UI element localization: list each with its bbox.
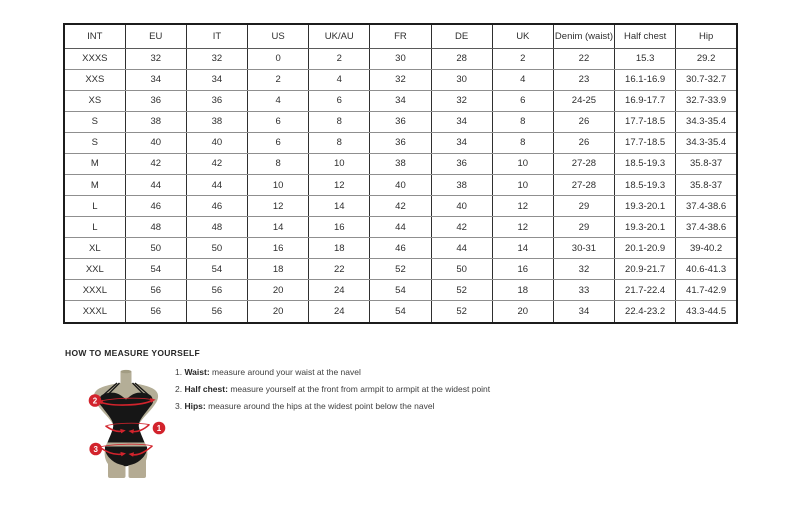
table-cell: 34.3-35.4: [676, 132, 737, 153]
table-cell: 56: [186, 301, 247, 323]
table-cell: 18.5-19.3: [615, 174, 676, 195]
table-cell: 36: [370, 111, 431, 132]
table-cell: 8: [309, 111, 370, 132]
table-cell: 0: [248, 48, 309, 69]
column-header: Denim (waist): [553, 24, 614, 48]
table-cell: 2: [248, 69, 309, 90]
table-cell: 44: [125, 174, 186, 195]
mannequin-figure: [86, 368, 166, 482]
table-cell: XL: [64, 238, 125, 259]
table-row: [64, 238, 737, 259]
table-cell: 42: [125, 153, 186, 174]
table-cell: 14: [309, 196, 370, 217]
table-cell: 56: [125, 280, 186, 301]
table-cell: 15.3: [615, 48, 676, 69]
table-cell: 2: [492, 48, 553, 69]
table-cell: 37.4-38.6: [676, 196, 737, 217]
table-cell: 24-25: [553, 90, 614, 111]
table-cell: 22.4-23.2: [615, 301, 676, 323]
table-cell: 20: [248, 301, 309, 323]
table-cell: 19.3-20.1: [615, 217, 676, 238]
table-cell: 4: [492, 69, 553, 90]
table-cell: 48: [186, 217, 247, 238]
column-header: US: [248, 24, 309, 48]
table-cell: 40.6-41.3: [676, 259, 737, 280]
table-row: [64, 217, 737, 238]
table-cell: 32: [125, 48, 186, 69]
table-cell: 18: [492, 280, 553, 301]
table-cell: 36: [125, 90, 186, 111]
table-cell: XXXS: [64, 48, 125, 69]
table-cell: 20.9-21.7: [615, 259, 676, 280]
measure-section-title: HOW TO MEASURE YOURSELF: [65, 348, 201, 358]
table-cell: 20: [492, 301, 553, 323]
table-head: [64, 24, 737, 48]
table-cell: 54: [370, 280, 431, 301]
table-cell: 36: [431, 153, 492, 174]
table-cell: 56: [125, 301, 186, 323]
table-cell: 20: [248, 280, 309, 301]
table-cell: 2: [309, 48, 370, 69]
table-cell: 52: [431, 280, 492, 301]
table-cell: 18.5-19.3: [615, 153, 676, 174]
table-cell: 46: [186, 196, 247, 217]
table-cell: 50: [431, 259, 492, 280]
marker-2-number: 2: [92, 396, 98, 406]
table-cell: 8: [492, 111, 553, 132]
marker-3-number: 3: [93, 444, 98, 454]
table-cell: 24: [309, 301, 370, 323]
table-cell: 30.7-32.7: [676, 69, 737, 90]
table-cell: 16.1-16.9: [615, 69, 676, 90]
table-cell: 35.8-37: [676, 153, 737, 174]
column-header: IT: [186, 24, 247, 48]
table-cell: 10: [492, 153, 553, 174]
table-cell: 44: [370, 217, 431, 238]
table-row: [64, 90, 737, 111]
table-cell: 40: [125, 132, 186, 153]
table-cell: 18: [248, 259, 309, 280]
table-cell: 44: [186, 174, 247, 195]
table-cell: XXL: [64, 259, 125, 280]
table-cell: 36: [186, 90, 247, 111]
column-header: INT: [64, 24, 125, 48]
table-row: [64, 174, 737, 195]
table-cell: 10: [309, 153, 370, 174]
table-cell: 8: [492, 132, 553, 153]
table-cell: XXXL: [64, 280, 125, 301]
table-row: [64, 132, 737, 153]
table-cell: 4: [309, 69, 370, 90]
table-cell: 23: [553, 69, 614, 90]
table-cell: S: [64, 111, 125, 132]
table-cell: 43.3-44.5: [676, 301, 737, 323]
table-cell: M: [64, 153, 125, 174]
table-row: [64, 69, 737, 90]
table-cell: 22: [309, 259, 370, 280]
table-cell: 21.7-22.4: [615, 280, 676, 301]
table-row: [64, 280, 737, 301]
table-cell: 30: [431, 69, 492, 90]
column-header: FR: [370, 24, 431, 48]
table-cell: 32.7-33.9: [676, 90, 737, 111]
table-cell: 54: [125, 259, 186, 280]
table-cell: 38: [431, 174, 492, 195]
table-row: [64, 259, 737, 280]
table-cell: 16.9-17.7: [615, 90, 676, 111]
table-cell: 34: [186, 69, 247, 90]
table-cell: 4: [248, 90, 309, 111]
table-cell: 26: [553, 132, 614, 153]
measure-item-half-chest: [175, 384, 515, 394]
table-cell: 46: [370, 238, 431, 259]
table-cell: 44: [431, 238, 492, 259]
table-cell: 29: [553, 196, 614, 217]
table-cell: 42: [431, 217, 492, 238]
table-cell: 10: [248, 174, 309, 195]
column-header: DE: [431, 24, 492, 48]
table-cell: 6: [248, 132, 309, 153]
table-cell: 27-28: [553, 174, 614, 195]
table-body: [64, 48, 737, 323]
item-label: Half chest:: [184, 384, 228, 394]
column-header: Hip: [676, 24, 737, 48]
item-number: 3.: [175, 401, 183, 411]
table-cell: 50: [186, 238, 247, 259]
table-cell: 30-31: [553, 238, 614, 259]
table-cell: 54: [186, 259, 247, 280]
table-cell: 12: [492, 196, 553, 217]
table-cell: 54: [370, 301, 431, 323]
table-cell: 12: [248, 196, 309, 217]
table-cell: 6: [492, 90, 553, 111]
table-cell: 34: [431, 111, 492, 132]
table-cell: 32: [431, 90, 492, 111]
table-row: [64, 48, 737, 69]
item-text: measure yourself at the front from armpit to armpit at the widest point: [230, 384, 491, 394]
table-cell: 16: [309, 217, 370, 238]
item-label: Waist:: [184, 367, 210, 377]
table-cell: 36: [370, 132, 431, 153]
table-cell: 38: [125, 111, 186, 132]
measure-instructions: [175, 367, 515, 418]
table-cell: 38: [186, 111, 247, 132]
table-cell: 22: [553, 48, 614, 69]
table-cell: 12: [492, 217, 553, 238]
table-cell: 16: [248, 238, 309, 259]
table-cell: 39-40.2: [676, 238, 737, 259]
table-cell: 56: [186, 280, 247, 301]
column-header: EU: [125, 24, 186, 48]
table-cell: 6: [309, 90, 370, 111]
table-cell: 17.7-18.5: [615, 132, 676, 153]
table-row: [64, 301, 737, 323]
table-cell: 34: [553, 301, 614, 323]
table-cell: 52: [370, 259, 431, 280]
table-cell: 14: [492, 238, 553, 259]
table-cell: 8: [309, 132, 370, 153]
table-cell: 37.4-38.6: [676, 217, 737, 238]
measure-item-waist: [175, 367, 515, 377]
item-label: Hips:: [184, 401, 206, 411]
column-header: UK: [492, 24, 553, 48]
table-cell: 40: [431, 196, 492, 217]
table-cell: 40: [186, 132, 247, 153]
table-cell: 24: [309, 280, 370, 301]
table-cell: 10: [492, 174, 553, 195]
table-cell: 28: [431, 48, 492, 69]
table-row: [64, 111, 737, 132]
table-cell: 32: [186, 48, 247, 69]
table-cell: 16: [492, 259, 553, 280]
table-cell: 34: [370, 90, 431, 111]
table-cell: 35.8-37: [676, 174, 737, 195]
table-cell: 30: [370, 48, 431, 69]
table-cell: 18: [309, 238, 370, 259]
table-cell: 34: [431, 132, 492, 153]
table-cell: 33: [553, 280, 614, 301]
table-cell: 42: [186, 153, 247, 174]
header-row: [64, 24, 737, 48]
table-cell: 40: [370, 174, 431, 195]
item-text: measure around your waist at the navel: [212, 367, 361, 377]
item-text: measure around the hips at the widest point below the navel: [208, 401, 435, 411]
table-cell: 42: [370, 196, 431, 217]
table-row: [64, 153, 737, 174]
table-cell: 32: [553, 259, 614, 280]
table-cell: 38: [370, 153, 431, 174]
measurement-illustration: [86, 368, 166, 482]
table-cell: S: [64, 132, 125, 153]
table-cell: 34: [125, 69, 186, 90]
table-cell: M: [64, 174, 125, 195]
table-cell: 20.1-20.9: [615, 238, 676, 259]
table-cell: 27-28: [553, 153, 614, 174]
table-cell: 14: [248, 217, 309, 238]
table-cell: 29: [553, 217, 614, 238]
size-chart-table: [63, 23, 738, 324]
table-cell: 41.7-42.9: [676, 280, 737, 301]
table-cell: 52: [431, 301, 492, 323]
table-cell: L: [64, 217, 125, 238]
table-cell: 32: [370, 69, 431, 90]
table-cell: XXXL: [64, 301, 125, 323]
column-header: Half chest: [615, 24, 676, 48]
marker-1-number: 1: [156, 423, 162, 433]
table-cell: 48: [125, 217, 186, 238]
column-header: UK/AU: [309, 24, 370, 48]
table-cell: 6: [248, 111, 309, 132]
table-cell: XS: [64, 90, 125, 111]
item-number: 1.: [175, 367, 183, 377]
table-cell: 19.3-20.1: [615, 196, 676, 217]
table-cell: L: [64, 196, 125, 217]
table-cell: 50: [125, 238, 186, 259]
measure-item-hips: [175, 401, 515, 411]
table-cell: 26: [553, 111, 614, 132]
table-cell: 17.7-18.5: [615, 111, 676, 132]
table-cell: 8: [248, 153, 309, 174]
item-number: 2.: [175, 384, 183, 394]
table-row: [64, 196, 737, 217]
table-cell: XXS: [64, 69, 125, 90]
table-cell: 34.3-35.4: [676, 111, 737, 132]
table-cell: 29.2: [676, 48, 737, 69]
table-cell: 46: [125, 196, 186, 217]
table-cell: 12: [309, 174, 370, 195]
